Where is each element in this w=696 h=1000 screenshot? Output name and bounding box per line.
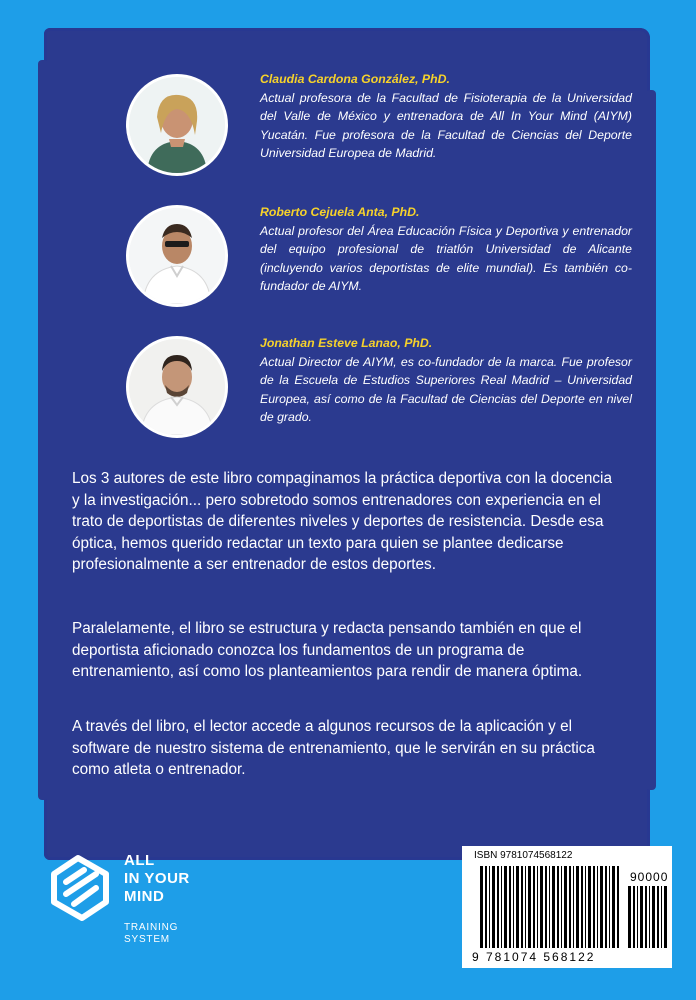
barcode-bar [564,866,567,948]
barcode-bar [581,866,583,948]
barcode-addon-bars [628,886,668,948]
barcode-bar [657,886,659,948]
barcode-bar [593,866,595,948]
barcode-bar [600,866,603,948]
price-code: 90000 [630,870,669,884]
body-paragraph-2: Paralelamente, el libro se estructura y redacta pensando también en que el deportista aficionado conozca los fundamentos de un programa de entrenamiento, así como los planteamientos para rendir de manera óptima. [72,620,583,680]
author-photo-roberto [126,205,228,307]
body-paragraph-3: A través del libro, el lector accede a algunos recursos de la aplicación y el software de nuestro sistema de entrenamiento, que le servirán en su práctica como atleta o entrenador. [72,718,595,778]
logo-subtitle [124,922,178,946]
barcode-bar [605,866,607,948]
barcode-bar [540,866,543,948]
barcode-bar [664,886,667,948]
barcode-bar [633,886,635,948]
barcode-bar [640,886,643,948]
author-photo-claudia [126,74,228,176]
barcode-bar [576,866,579,948]
barcode-bars [480,866,620,948]
logo-sub-line-2: SYSTEM [124,934,170,945]
barcode-bar [612,866,615,948]
author-bio-block [260,334,632,427]
barcode-bar [569,866,571,948]
barcode-bar [533,866,535,948]
barcode-bar [649,886,650,948]
barcode-bar [661,886,662,948]
logo-sub-line-1: TRAINING [124,922,179,933]
author-bio-block [260,70,632,163]
logo-line-3: MIND [124,888,165,905]
author-name: Jonathan Esteve Lanao, PhD. [260,336,433,350]
barcode-bar [492,866,495,948]
barcode-bar [557,866,559,948]
author-bio-block [260,203,632,296]
barcode-bar [637,886,638,948]
barcode-bar [549,866,550,948]
barcode-bar [617,866,619,948]
barcode-bar [628,886,631,948]
author-bio: Actual profesora de la Facultad de Fisioterapia de la Universidad del Valle de México y entrenadora de All In Your Mind (AIYM) Yucatán. Fue profesora de la Facultad de Ciencias del Deporte Universidad Europea de Madrid. [260,90,632,160]
barcode-bar [485,866,487,948]
barcode-bar [504,866,507,948]
barcode-bar [597,866,598,948]
panel-rough-edge-left [38,60,48,800]
barcode-bar [585,866,586,948]
barcode-bar [497,866,499,948]
isbn-digits: 9 781074 568122 [472,950,596,964]
author-bio: Actual Director de AIYM, es co-fundador de la marca. Fue profesor de la Escuela de Estudios Superiores Real Madrid – Universidad Europea, así como de la Facultad de Ciencias del Deporte en nivel de grado. [260,354,632,424]
author-name: Roberto Cejuela Anta, PhD. [260,205,420,219]
barcode-bar [652,886,655,948]
barcode-bar [480,866,483,948]
barcode-bar [561,866,562,948]
barcode-bar [516,866,519,948]
logo-line-1: ALL [124,852,155,869]
barcode-bar [645,886,647,948]
barcode-bar [509,866,511,948]
aiym-mark-icon [44,852,116,924]
logo-line-2: IN YOUR [124,870,190,887]
barcode-bar [609,866,610,948]
barcode-bar [573,866,574,948]
isbn-label: ISBN 9781074568122 [474,850,573,861]
barcode-bar [588,866,591,948]
body-paragraph-1: Los 3 autores de este libro compaginamos la práctica deportiva con la docencia y la investigación... pero sobretodo somos entrenadores con experiencia en el trato de deportistas de diferentes niveles y deportes de resistencia. Desde esa óptica, hemos querido redactar un texto para quien se plantee dedicarse profesionalmente a ser entrenador de estos deportes. [72,470,612,573]
barcode-bar [489,866,490,948]
barcode-bar [545,866,547,948]
author-bio: Actual profesor del Área Educación Física y Deportiva y entrenador del equipo profesional de triatlón Universidad de Alicante (incluyendo varios deportistas de elite mundial). Es también co-fundador de AIYM. [260,223,632,293]
barcode-bar [528,866,531,948]
barcode-bar [525,866,526,948]
barcode-bar [552,866,555,948]
barcode-bar [521,866,523,948]
barcode-bar [501,866,502,948]
barcode-bar [513,866,514,948]
isbn-barcode [462,846,672,968]
panel-rough-edge-right [646,90,656,790]
author-name: Claudia Cardona González, PhD. [260,72,450,86]
aiym-logo [44,848,244,958]
barcode-bar [537,866,538,948]
author-photo-jonathan [126,336,228,438]
logo-wordmark [124,852,190,906]
